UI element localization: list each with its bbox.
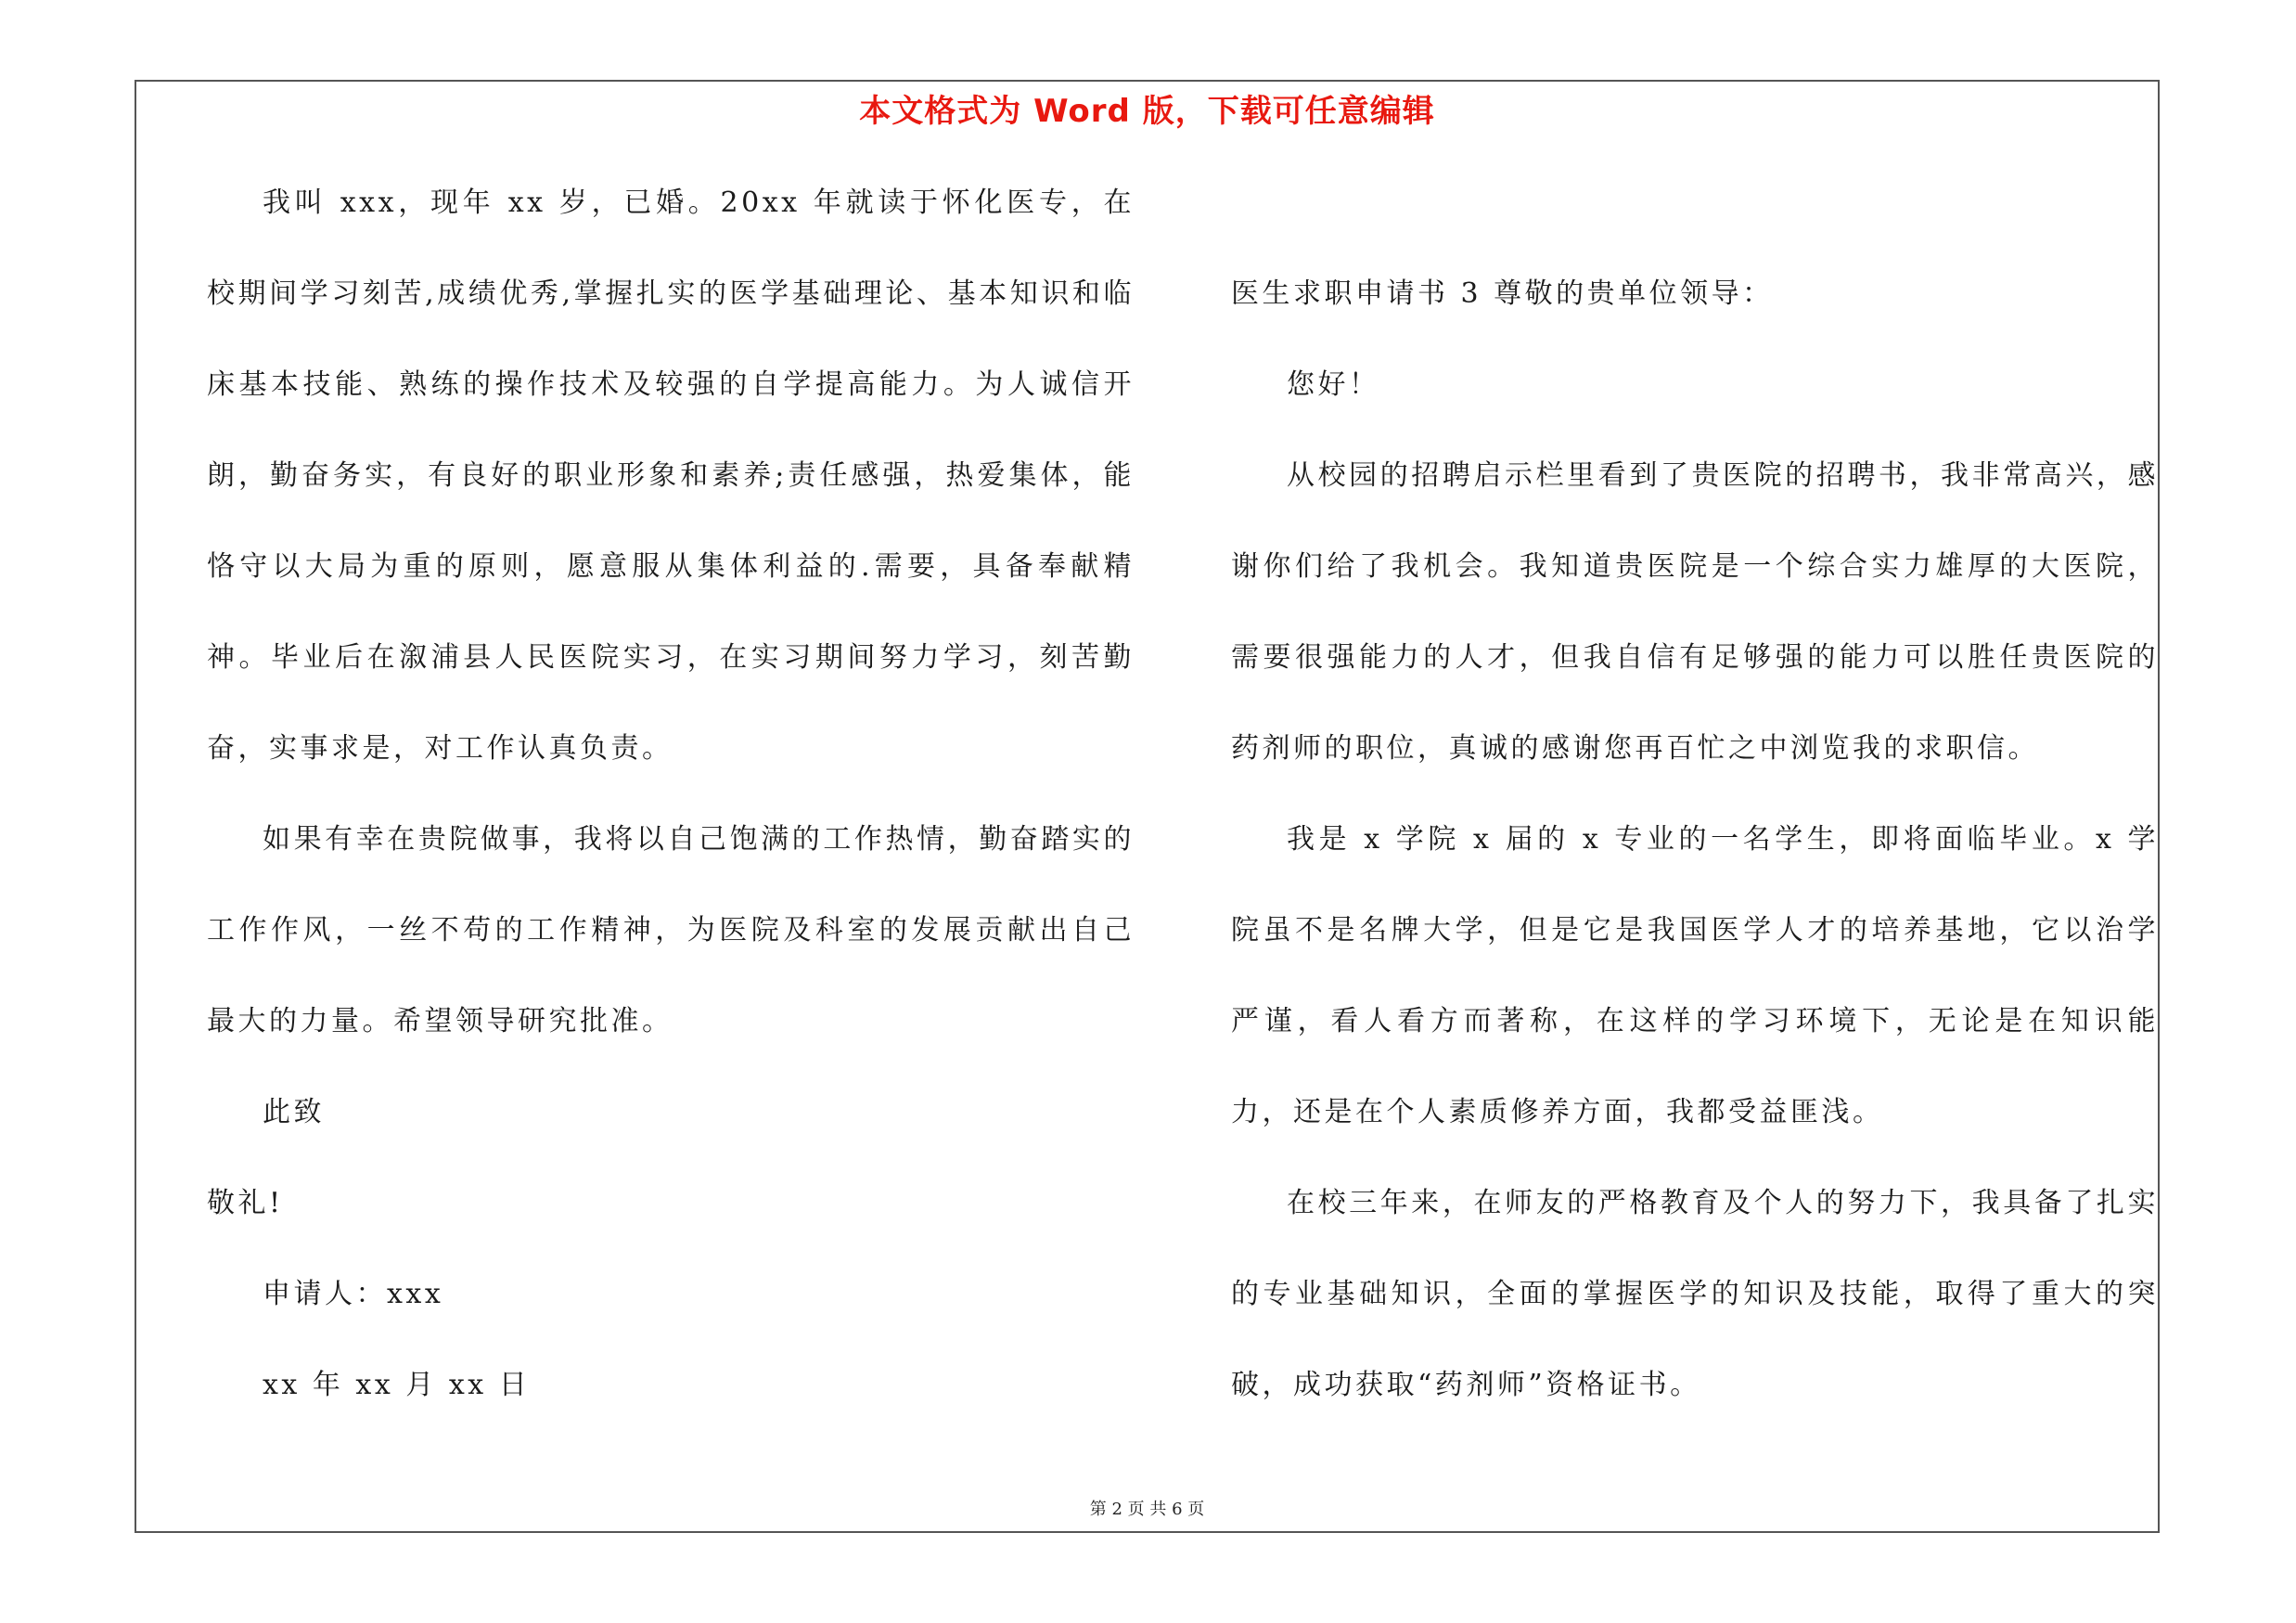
greeting: 您好！	[1287, 368, 1380, 401]
left-column	[207, 158, 1135, 1431]
letter-heading: 医生求职申请书 3 尊敬的贵单位领导：	[1231, 277, 1774, 310]
closing-salutation: 此致	[263, 1096, 325, 1128]
page-frame	[135, 80, 2160, 1533]
right-column	[1231, 249, 2159, 1431]
format-banner: 本文格式为 Word 版，下载可任意编辑	[859, 93, 1435, 130]
right-paragraph-1: 从校园的招聘启示栏里看到了贵医院的招聘书，我非常高兴，感谢你们给了我机会。我知道贵医院是一个综合实力雄厚的大医院，需要很强能力的人才，但我自信有足够强的能力可以胜任贵医院的药剂师的职位，真诚的感谢您再百忙之中浏览我的求职信。	[1231, 459, 2159, 765]
page-number: 第 2 页 共 6 页	[1089, 1500, 1205, 1519]
applicant-signature: 申请人：xxx	[263, 1278, 444, 1310]
right-paragraph-3: 在校三年来，在师友的严格教育及个人的努力下，我具备了扎实的专业基础知识，全面的掌握医学的知识及技能，取得了重大的突破，成功获取“药剂师”资格证书。	[1231, 1187, 2159, 1401]
right-paragraph-2: 我是 x 学院 x 届的 x 专业的一名学生，即将面临毕业。x 学院虽不是名牌大学，但是它是我国医学人才的培养基地，它以治学严谨，看人看方而著称，在这样的学习环境下，无论是在知识能力，还是在个人素质修养方面，我都受益匪浅。	[1231, 823, 2159, 1128]
closing-regards: 敬礼!	[207, 1187, 284, 1219]
left-paragraph-1: 我叫 xxx，现年 xx 岁，已婚。20xx 年就读于怀化医专，在校期间学习刻苦,成绩优秀,掌握扎实的医学基础理论、基本知识和临床基本技能、熟练的操作技术及较强的自学提高能力。为人诚信开朗，勤奋务实，有良好的职业形象和素养;责任感强，热爱集体，能恪守以大局为重的原则，愿意服从集体利益的.需要，具备奉献精神。毕业后在溆浦县人民医院实习，在实习期间努力学习，刻苦勤奋，实事求是，对工作认真负责。	[207, 187, 1135, 765]
left-paragraph-2: 如果有幸在贵院做事，我将以自己饱满的工作热情，勤奋踏实的工作作风，一丝不苟的工作精神，为医院及科室的发展贡献出自己最大的力量。希望领导研究批准。	[207, 823, 1135, 1037]
letter-date: xx 年 xx 月 xx 日	[263, 1369, 531, 1401]
